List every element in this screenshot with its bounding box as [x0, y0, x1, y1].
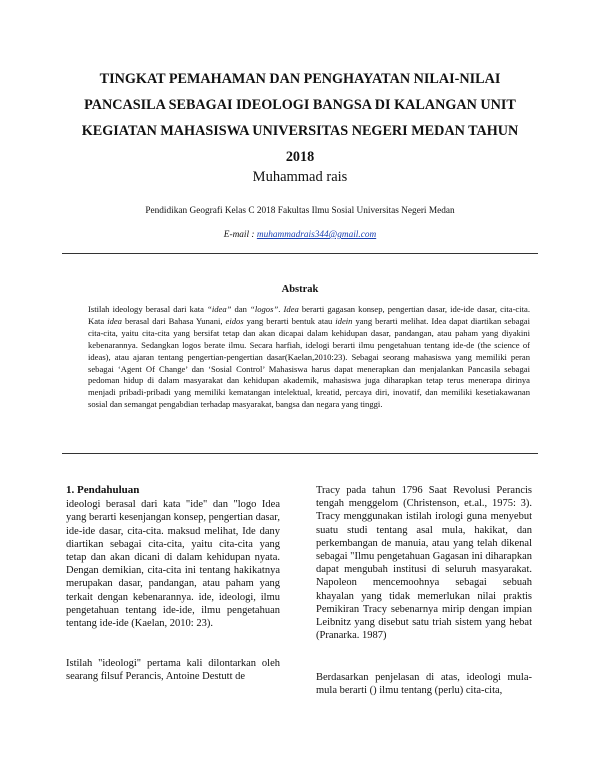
right-column-lower [316, 671, 532, 697]
divider-bottom [62, 453, 538, 454]
divider-top [62, 253, 538, 254]
abstract-term: idea [107, 315, 122, 326]
title-line-4: 2018 [285, 149, 315, 165]
paper-title [60, 66, 540, 170]
paragraph: Istilah "ideologi" pertama kali dilontarkan oleh searang filsuf Perancis, Antoine Destutt de [66, 658, 280, 683]
abstract-term: idein [335, 315, 353, 326]
left-column-upper [66, 484, 280, 630]
abstract-run: Istilah ideology berasal dari kata [88, 304, 208, 314]
abstract-run: yang berarti melihat. Idea dapat diartikan sebagai cita-cita, yaitu cita-cita yang bersifat tetap dan akan dicapai dalam kehidupan dasar, pandangan, atau paham yang diyakini kebenarannya. Sedangkan logos berate ilmu. Secara harfiah, idelogi berarti ilmu pengetahuan tentang ide-de (the science of ideas), atau ajaran tentang pengertian-pengertian dasar(Kaelan,2010:23). Sebagai seorang mahasiswa yang memiliki peran sebagai ‘Agent Of Change’ dan ‘Sosial Control’ Mahasiswa harus dapat menerapkan dan menjalankan Pancasila sebagai pedoman hidup di dalam masyarakat dan kehidupan akademik, mahasiswa juga diharapkan tetap terus menerapa dirinya menjadi pribadi-pribadi yang memiliki kematangan intelektual, kreatid, percaya diri, inovatif, dan memiliki kesetiakawanan sosial dan semangat pengabdian terhadap masyarakat, bangsa dan negara yang tinggi. [88, 315, 530, 410]
abstract-text [88, 304, 530, 411]
title-line-1: TINGKAT PEMAHAMAN DAN PENGHAYATAN NILAI-NILAI [99, 71, 501, 87]
affiliation: Pendidikan Geografi Kelas C 2018 Fakultas Ilmu Sosial Universitas Negeri Medan [145, 206, 455, 216]
abstract-term: Idea [283, 304, 299, 314]
email-link[interactable]: muhammadrais344@gmail.com [256, 230, 377, 240]
abstract-term: eidos [225, 315, 244, 326]
section-heading: 1. Pendahuluan [66, 484, 140, 496]
paragraph: Tracy pada tahun 1796 Saat Revolusi Perancis tengah menggelom (Christenson, et.al., 1975: 3). Tracy menggunakan istilah irologi guna menyebut suatu studi tentang asal mula, hakikat, dan perkembangan de manuia, atau yang telah dikenal sebagai "Ilmu pengetahuan Gagasan ini diharapkan dapat mengubah institusi di seluruh masyarakat. Napoleon mencemoohnya sebagai sebuah khayalan yang tidak memerlukan nilai praktis Pemikiran Tracy sebenarnya mirip dengan impian Leibnitz yang disebut satu triah sistem yang hebat (Pranarka. 1987) [316, 485, 532, 642]
abstract-term: “idea” [207, 304, 232, 314]
abstract-run: berasal dari Bahasa Yunani, [121, 315, 226, 326]
left-column-lower [66, 657, 280, 683]
abstract-run: yang berarti bentuk atau [243, 315, 336, 326]
right-column-upper [316, 484, 532, 642]
abstract-run: . [278, 304, 284, 314]
email-line [0, 230, 600, 240]
title-line-2: PANCASILA SEBAGAI IDEOLOGI BANGSA DI KALANGAN UNIT [84, 97, 516, 113]
abstract-heading: Abstrak [281, 284, 319, 295]
abstract-term: “logos” [250, 304, 279, 314]
author-name: Muhammad rais [252, 169, 348, 185]
paragraph: ideologi berasal dari kata "ide" dan "logo Idea yang berarti kesenjangan konsep, pengertian dasar, ide-ide dasar, cita-cita. maksud melihat, Ide dany diartikan sebagai cita-cita, yaitu cita-cita yang tetap dan akan dicani di dalam kehidupan nyata. Dengan demikian, cita-cita ini tentang hakikatnya merupakan dasar, pandangan, atau paham yang terkait dengan kebenarannya. ide, ideologi, ilmu pengetahuan tentang ide-ide, ilmu pengetahuan tentang ide-ide (Kaelan, 2010: 23). [66, 499, 280, 630]
abstract-run: berarti gagasan konsep, pengertian dasar, ide-ide dasar, cita-cita. Kata [88, 304, 530, 326]
paragraph: Berdasarkan penjelasan di atas, ideologi mula-mula berarti () ilmu tentang (perlu) cita-cita, [316, 672, 532, 697]
email-separator: : [249, 230, 257, 240]
email-label: E-mail [223, 230, 250, 240]
abstract-run: dan [231, 304, 251, 314]
title-line-3: KEGIATAN MAHASISWA UNIVERSITAS NEGERI MEDAN TAHUN [81, 123, 519, 139]
